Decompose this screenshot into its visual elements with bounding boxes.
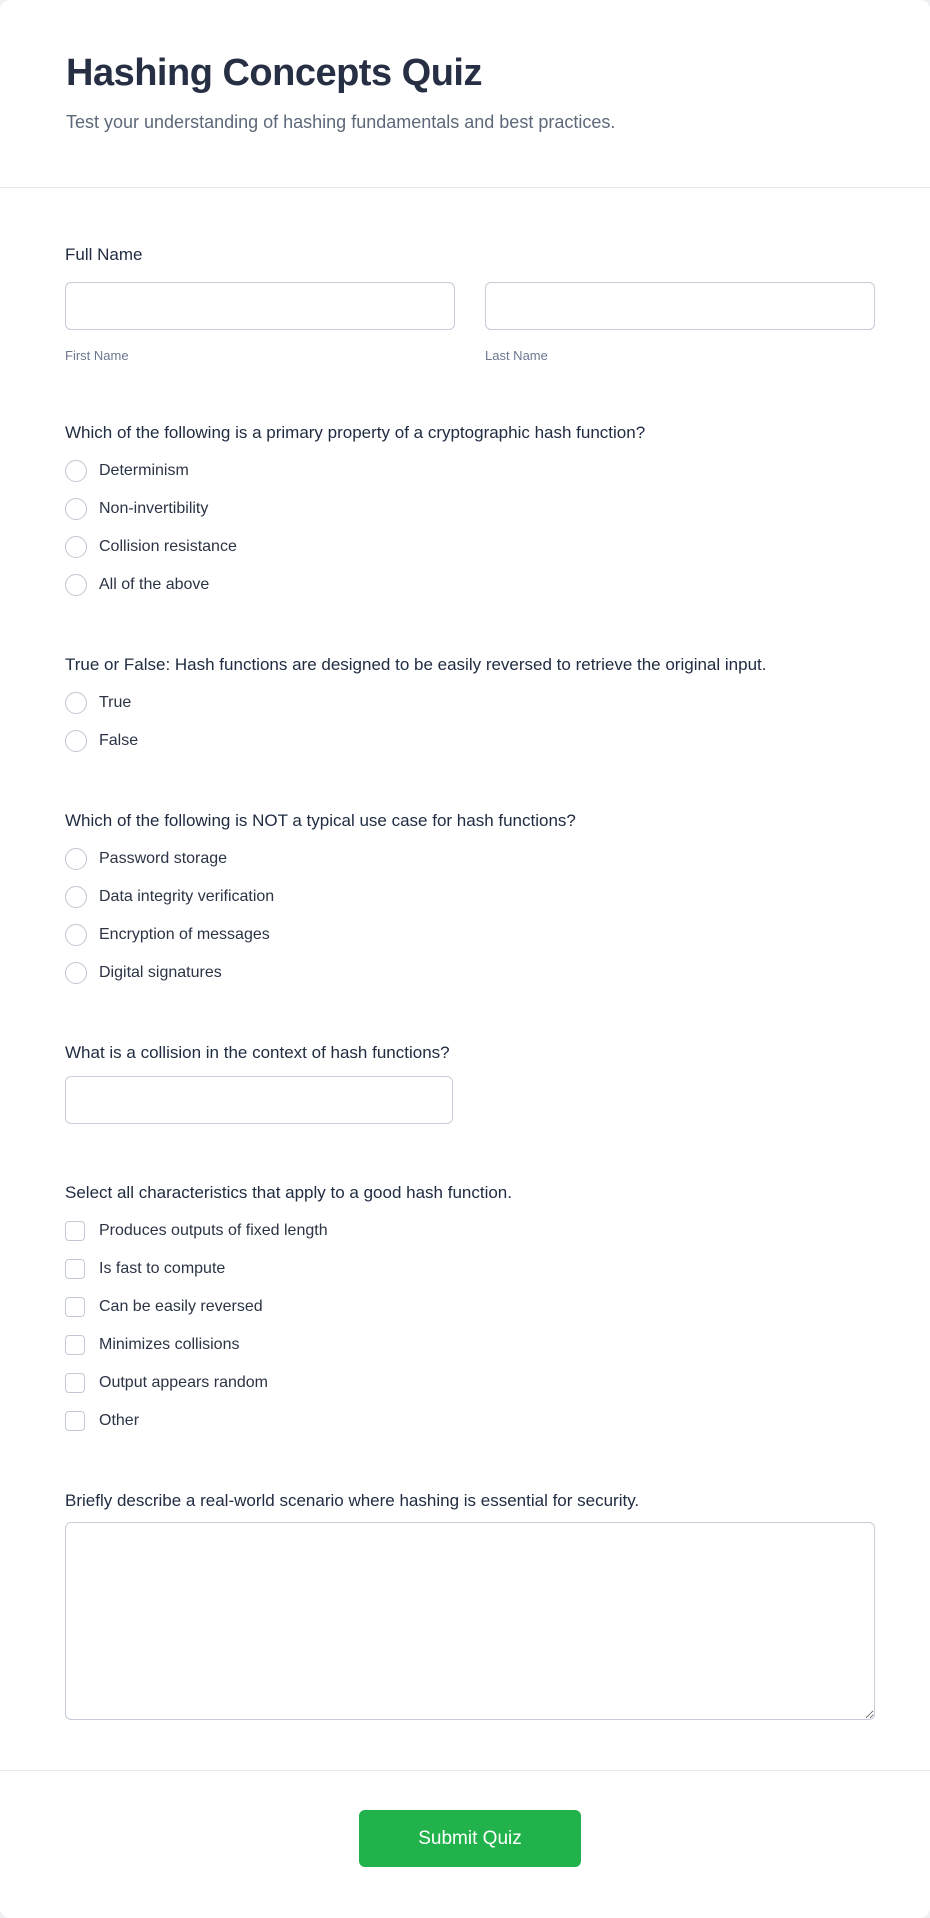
question-text: True or False: Hash functions are designed to be easily reversed to retrieve the original input. (65, 655, 767, 674)
radio-option-label[interactable]: Password storage (99, 850, 228, 867)
checkbox-option-label[interactable]: Produces outputs of fixed length (99, 1222, 328, 1239)
last-name-sublabel: Last Name (485, 348, 548, 363)
question-real-world-scenario (65, 1488, 875, 1720)
radio-option[interactable] (65, 536, 875, 558)
radio-option[interactable] (65, 924, 875, 946)
collision-answer-input[interactable] (65, 1076, 453, 1124)
radio-group (65, 460, 875, 596)
form-body (0, 188, 930, 1740)
first-name-sublabel: First Name (65, 348, 129, 363)
question-text: Select all characteristics that apply to a good hash function. (65, 1183, 512, 1202)
radio-option-label[interactable]: Data integrity verification (99, 888, 275, 905)
checkbox-option-label[interactable]: Output appears random (99, 1374, 268, 1391)
checkbox-option-other[interactable] (65, 1410, 875, 1432)
radio-button-icon[interactable] (65, 536, 87, 558)
question-good-hash-characteristics (65, 1180, 875, 1432)
radio-option-label[interactable]: All of the above (99, 576, 210, 593)
question-true-false-reversed (65, 652, 875, 752)
radio-group (65, 692, 875, 752)
radio-option[interactable] (65, 574, 875, 596)
radio-option-label[interactable]: Determinism (99, 462, 189, 479)
checkbox-icon[interactable] (65, 1411, 85, 1431)
page-subtitle: Test your understanding of hashing fundamentals and best practices. (66, 112, 616, 132)
question-collision-definition (65, 1040, 875, 1124)
question-not-use-case (65, 808, 875, 984)
checkbox-option-label[interactable]: Is fast to compute (99, 1260, 226, 1277)
full-name-field (65, 242, 875, 364)
question-text: What is a collision in the context of hash functions? (65, 1043, 450, 1062)
radio-button-icon[interactable] (65, 924, 87, 946)
radio-option[interactable] (65, 692, 875, 714)
name-row (65, 282, 875, 364)
radio-option[interactable] (65, 498, 875, 520)
question-text: Briefly describe a real-world scenario where hashing is essential for security. (65, 1491, 640, 1510)
checkbox-option-label[interactable]: Other (99, 1412, 140, 1429)
radio-button-icon[interactable] (65, 886, 87, 908)
question-text: Which of the following is NOT a typical use case for hash functions? (65, 811, 576, 830)
page-title: Hashing Concepts Quiz (66, 52, 482, 94)
checkbox-option[interactable] (65, 1220, 875, 1242)
radio-group (65, 848, 875, 984)
radio-button-icon[interactable] (65, 498, 87, 520)
radio-button-icon[interactable] (65, 460, 87, 482)
checkbox-option[interactable] (65, 1296, 875, 1318)
submit-quiz-button[interactable]: Submit Quiz (359, 1810, 581, 1867)
checkbox-icon[interactable] (65, 1221, 85, 1241)
radio-option[interactable] (65, 886, 875, 908)
radio-option-label[interactable]: Non-invertibility (99, 500, 209, 517)
radio-option-label[interactable]: Collision resistance (99, 538, 237, 555)
radio-option-label[interactable]: True (99, 694, 132, 711)
last-name-input[interactable] (485, 282, 875, 330)
checkbox-option-label[interactable]: Minimizes collisions (99, 1336, 240, 1353)
last-name-column (485, 282, 875, 364)
first-name-column (65, 282, 455, 364)
question-hash-property (65, 420, 875, 596)
radio-option-label[interactable]: Digital signatures (99, 964, 222, 981)
radio-button-icon[interactable] (65, 574, 87, 596)
form-header (0, 0, 930, 188)
full-name-label: Full Name (65, 245, 143, 264)
form-footer (0, 1770, 930, 1918)
radio-option-label[interactable]: False (99, 732, 139, 749)
checkbox-icon[interactable] (65, 1373, 85, 1393)
radio-option[interactable] (65, 730, 875, 752)
radio-option[interactable] (65, 848, 875, 870)
checkbox-option[interactable] (65, 1334, 875, 1356)
checkbox-icon[interactable] (65, 1259, 85, 1279)
first-name-input[interactable] (65, 282, 455, 330)
checkbox-option[interactable] (65, 1372, 875, 1394)
radio-option[interactable] (65, 962, 875, 984)
radio-option-label[interactable]: Encryption of messages (99, 926, 270, 943)
checkbox-option-label[interactable]: Can be easily reversed (99, 1298, 263, 1315)
radio-option[interactable] (65, 460, 875, 482)
checkbox-group (65, 1220, 875, 1432)
question-text: Which of the following is a primary property of a cryptographic hash function? (65, 423, 646, 442)
radio-button-icon[interactable] (65, 848, 87, 870)
radio-button-icon[interactable] (65, 962, 87, 984)
radio-button-icon[interactable] (65, 692, 87, 714)
checkbox-icon[interactable] (65, 1297, 85, 1317)
radio-button-icon[interactable] (65, 730, 87, 752)
checkbox-icon[interactable] (65, 1335, 85, 1355)
checkbox-option[interactable] (65, 1258, 875, 1280)
scenario-answer-textarea[interactable] (65, 1522, 875, 1720)
